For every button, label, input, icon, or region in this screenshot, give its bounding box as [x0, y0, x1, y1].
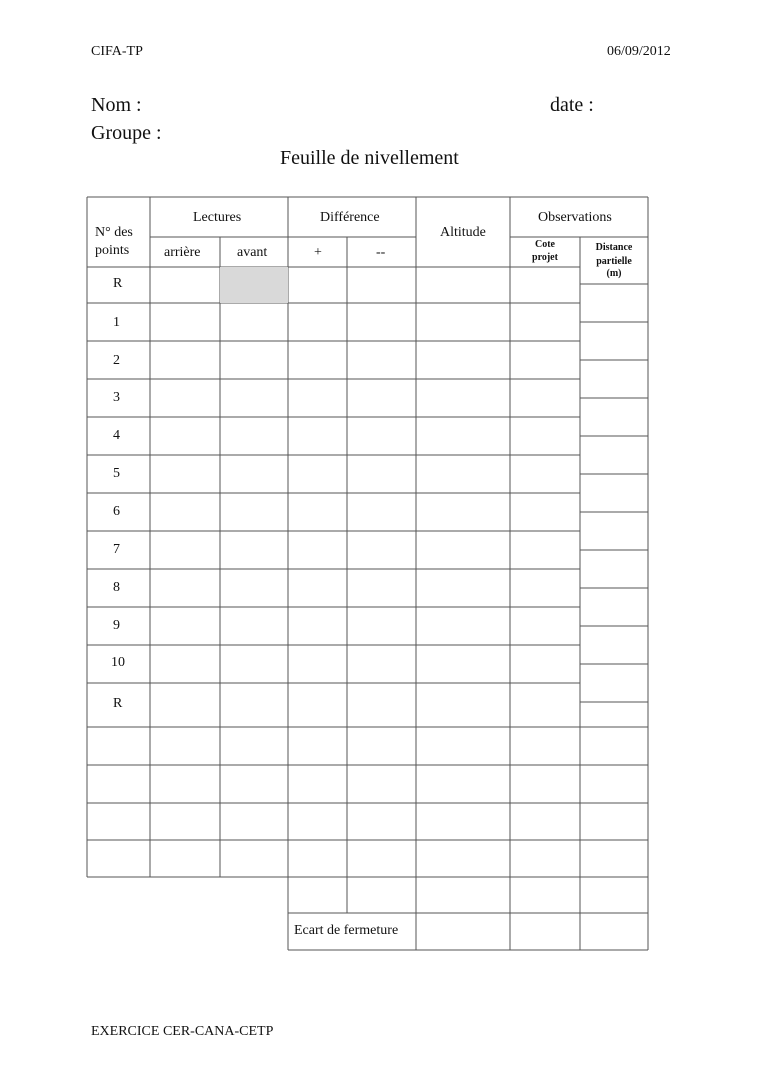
ecart-fermeture-label: Ecart de fermeture — [294, 923, 399, 938]
entry-cell-plus[interactable] — [289, 728, 346, 764]
entry-cell-distance[interactable] — [581, 627, 647, 663]
entry-cell-minus[interactable] — [348, 570, 415, 606]
entry-cell-plus[interactable] — [289, 532, 346, 568]
row-label: R — [113, 696, 123, 711]
entry-cell-arriere[interactable] — [151, 646, 219, 682]
entry-cell-cote[interactable] — [511, 841, 579, 876]
col-distance-line1: Distance — [595, 242, 633, 253]
entry-cell-arriere[interactable] — [151, 728, 219, 764]
entry-cell-arriere[interactable] — [151, 570, 219, 606]
row-label: R — [113, 276, 123, 291]
entry-cell-cote[interactable] — [511, 570, 579, 606]
col-distance-line3: (m) — [606, 268, 622, 279]
row-label: 9 — [113, 618, 120, 633]
entry-cell-arriere[interactable] — [151, 494, 219, 530]
entry-cell-arriere[interactable] — [151, 304, 219, 340]
row-label: 1 — [113, 315, 120, 330]
row-label: 8 — [113, 580, 120, 595]
entry-cell-minus[interactable] — [348, 342, 415, 378]
entry-cell-altitude[interactable] — [417, 342, 509, 378]
entry-cell-avant[interactable] — [221, 380, 287, 416]
row-label: 4 — [113, 428, 120, 443]
entry-cell-arriere[interactable] — [151, 766, 219, 802]
entry-cell-distance[interactable] — [581, 766, 647, 802]
entry-cell-avant[interactable] — [221, 608, 287, 644]
entry-cell-cote[interactable] — [511, 608, 579, 644]
entry-cell-distance[interactable] — [581, 475, 647, 511]
entry-cell-altitude[interactable] — [417, 570, 509, 606]
entry-cell-minus[interactable] — [348, 728, 415, 764]
entry-cell-avant[interactable] — [221, 728, 287, 764]
entry-cell-arriere[interactable] — [151, 268, 219, 302]
entry-cell-cote[interactable] — [511, 804, 579, 839]
entry-cell-avant[interactable] — [221, 841, 287, 876]
entry-cell-minus[interactable] — [348, 841, 415, 876]
entry-cell-plus[interactable] — [289, 268, 346, 302]
col-cote-line1: Cote — [535, 239, 555, 250]
entry-cell-cote[interactable] — [511, 684, 579, 726]
row-label: 3 — [113, 390, 120, 405]
shaded-avant-cell — [220, 267, 288, 303]
entry-cell-distance[interactable] — [581, 728, 647, 764]
entry-cell-minus[interactable] — [348, 494, 415, 530]
entry-cell-distance[interactable] — [581, 361, 647, 397]
entry-cell-altitude[interactable] — [417, 532, 509, 568]
row-label: 6 — [113, 504, 120, 519]
entry-cell-cote[interactable] — [511, 728, 579, 764]
entry-cell-arriere[interactable] — [151, 532, 219, 568]
col-avant: avant — [237, 245, 268, 260]
entry-cell-altitude[interactable] — [417, 304, 509, 340]
entry-cell-plus[interactable] — [289, 766, 346, 802]
entry-cell-avant[interactable] — [221, 418, 287, 454]
entry-cell-distance[interactable] — [581, 323, 647, 359]
entry-cell-plus[interactable] — [289, 494, 346, 530]
groupe-field[interactable] — [180, 122, 430, 146]
nom-field[interactable] — [160, 94, 530, 118]
entry-cell-cote[interactable] — [511, 456, 579, 492]
entry-cell-avant[interactable] — [221, 684, 287, 726]
entry-cell-plus[interactable] — [289, 456, 346, 492]
entry-cell-arriere[interactable] — [151, 841, 219, 876]
row-label: 10 — [111, 655, 125, 670]
entry-cell-minus[interactable] — [348, 456, 415, 492]
entry-cell-minus[interactable] — [348, 268, 415, 302]
print-date: 06/09/2012 — [607, 44, 671, 59]
entry-cell-minus[interactable] — [348, 380, 415, 416]
entry-cell-avant[interactable] — [221, 342, 287, 378]
groupe-label: Groupe : — [91, 122, 162, 144]
entry-cell-cote[interactable] — [511, 268, 579, 302]
row-label: 2 — [113, 353, 120, 368]
entry-cell-distance[interactable] — [581, 804, 647, 839]
entry-cell-distance[interactable] — [581, 589, 647, 625]
entry-cell-arriere[interactable] — [151, 418, 219, 454]
entry-cell-distance[interactable] — [581, 703, 647, 726]
row-label: 5 — [113, 466, 120, 481]
entry-cell-altitude[interactable] — [417, 684, 509, 726]
entry-cell-altitude[interactable] — [417, 841, 509, 876]
entry-cell-altitude[interactable] — [417, 380, 509, 416]
entry-cell-altitude[interactable] — [417, 268, 509, 302]
row-label: 7 — [113, 542, 120, 557]
entry-cell-distance[interactable] — [581, 513, 647, 549]
entry-cell-distance[interactable] — [581, 841, 647, 876]
entry-cell-arriere[interactable] — [151, 684, 219, 726]
entry-cell-avant[interactable] — [221, 304, 287, 340]
entry-cell-cote[interactable] — [511, 532, 579, 568]
entry-cell-plus[interactable] — [289, 684, 346, 726]
entry-cell-minus[interactable] — [348, 804, 415, 839]
entry-cell-plus[interactable] — [289, 304, 346, 340]
entry-cell-plus[interactable] — [289, 418, 346, 454]
entry-cell-avant[interactable] — [221, 570, 287, 606]
entry-cell-cote[interactable] — [511, 380, 579, 416]
exercise-code: EXERCICE CER-CANA-CETP — [91, 1024, 274, 1039]
entry-cell-avant[interactable] — [221, 804, 287, 839]
col-altitude: Altitude — [440, 225, 486, 240]
entry-cell-cote[interactable] — [511, 766, 579, 802]
entry-cell-avant[interactable] — [221, 766, 287, 802]
entry-cell-cote[interactable] — [511, 342, 579, 378]
entry-cell-avant[interactable] — [221, 494, 287, 530]
entry-cell-minus[interactable] — [348, 418, 415, 454]
col-difference: Différence — [320, 210, 380, 225]
entry-cell-minus[interactable] — [348, 684, 415, 726]
entry-cell-altitude[interactable] — [417, 608, 509, 644]
entry-cell-arriere[interactable] — [151, 342, 219, 378]
entry-cell-cote[interactable] — [511, 418, 579, 454]
entry-cell-plus[interactable] — [289, 380, 346, 416]
entry-cell-distance[interactable] — [581, 285, 647, 321]
entry-cell-altitude[interactable] — [417, 646, 509, 682]
entry-cell-plus[interactable] — [289, 804, 346, 839]
entry-cell-minus[interactable] — [348, 532, 415, 568]
col-minus: -- — [376, 245, 386, 260]
entry-cell-arriere[interactable] — [151, 804, 219, 839]
col-lectures: Lectures — [193, 210, 242, 225]
entry-cell-altitude[interactable] — [417, 494, 509, 530]
entry-cell-altitude[interactable] — [417, 418, 509, 454]
entry-cell-minus[interactable] — [348, 608, 415, 644]
date-label: date : — [550, 94, 594, 116]
entry-cell-plus[interactable] — [289, 570, 346, 606]
entry-cell-plus[interactable] — [289, 608, 346, 644]
nom-label: Nom : — [91, 94, 142, 116]
entry-cell-plus[interactable] — [289, 646, 346, 682]
entry-cell-arriere[interactable] — [151, 608, 219, 644]
entry-cell-cote[interactable] — [511, 646, 579, 682]
entry-cell-arriere[interactable] — [151, 380, 219, 416]
entry-cell-minus[interactable] — [348, 766, 415, 802]
entry-cell-altitude[interactable] — [417, 804, 509, 839]
org-name: CIFA-TP — [91, 44, 143, 59]
entry-cell-minus[interactable] — [348, 646, 415, 682]
entry-cell-altitude[interactable] — [417, 766, 509, 802]
entry-cell-distance[interactable] — [581, 665, 647, 701]
entry-cell-avant[interactable] — [221, 532, 287, 568]
entry-cell-altitude[interactable] — [417, 728, 509, 764]
entry-cell-plus[interactable] — [289, 342, 346, 378]
col-observations: Observations — [538, 210, 612, 225]
col-arriere: arrière — [164, 245, 201, 260]
entry-cell-distance[interactable] — [581, 551, 647, 587]
entry-cell-cote[interactable] — [511, 494, 579, 530]
col-distance-line2: partielle — [596, 256, 632, 267]
col-plus: + — [314, 245, 322, 260]
entry-cell-cote[interactable] — [511, 304, 579, 340]
entry-cell-avant[interactable] — [221, 646, 287, 682]
entry-cell-altitude[interactable] — [417, 456, 509, 492]
entry-cell-distance[interactable] — [581, 399, 647, 435]
date-field[interactable] — [610, 94, 670, 118]
entry-cell-minus[interactable] — [348, 304, 415, 340]
entry-cell-distance[interactable] — [581, 437, 647, 473]
col-cote-line2: projet — [532, 252, 558, 263]
page-title: Feuille de nivellement — [280, 147, 459, 169]
entry-cell-plus[interactable] — [289, 841, 346, 876]
entry-cell-arriere[interactable] — [151, 456, 219, 492]
col-point-line2: points — [95, 243, 130, 258]
entry-cell-avant[interactable] — [221, 456, 287, 492]
col-point-line1: N° des — [95, 225, 133, 240]
